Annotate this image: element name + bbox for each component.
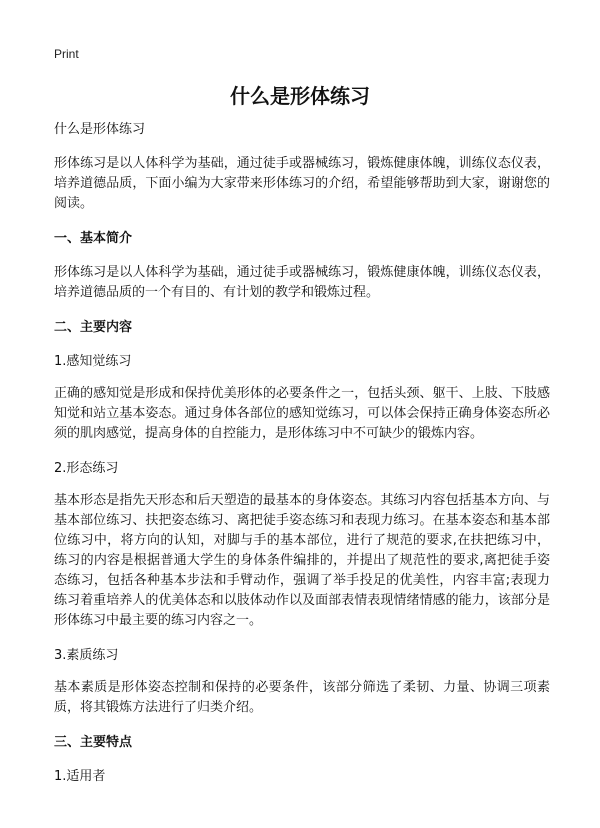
- document-subtitle: 什么是形体练习: [54, 122, 146, 137]
- paragraph-perception: 正确的感知觉是形成和保持优美形体的必要条件之一，包括头颈、躯干、上肢、下肢感知觉和站立基本姿态。通过身体各部位的感知觉练习，可以体会保持正确身体姿态所必须的肌肉感觉，提高身体的自控能力，是形体练习中不可缺少的锻炼内容。: [54, 386, 550, 441]
- intro-paragraph: 形体练习是以人体科学为基础，通过徒手或器械练习，锻炼健康体魄，训练仪态仪表，培养道德品质，下面小编为大家带来形体练习的介绍，希望能够帮助到大家，谢谢您的阅读。: [54, 156, 550, 211]
- page-title: 什么是形体练习: [230, 84, 370, 108]
- subheading-fitness: 3.素质练习: [54, 648, 119, 663]
- document-body: [54, 120, 550, 799]
- subheading-target-users: 1.适用者: [54, 769, 106, 784]
- section-heading-intro: 一、基本简介: [54, 231, 133, 246]
- subheading-form: 2.形态练习: [54, 461, 119, 476]
- section-intro-paragraph: 形体练习是以人体科学为基础，通过徒手或器械练习，锻炼健康体魄，训练仪态仪表，培养道德品质的一个有目的、有计划的教学和锻炼过程。: [54, 265, 550, 300]
- section-heading-content: 二、主要内容: [54, 320, 133, 335]
- paragraph-form: 基本形态是指先天形态和后天塑造的最基本的身体姿态。其练习内容包括基本方向、与基本部位练习、扶把姿态练习、离把徒手姿态练习和表现力练习。在基本姿态和基本部位练习中，将方向的认知，对脚与手的基本部位，进行了规范的要求,在扶把练习中，练习的内容是根据普通大学生的身体条件编排的，并提出了规范性的要求,离把徒手姿态练习，包括各种基本步法和手臂动作，强调了举手投足的优美性，内容丰富;表现力练习着重培养人的优美体态和以肢体动作以及面部表情表现情绪情感的能力，该部分是形体练习中最主要的练习内容之一。: [54, 493, 550, 628]
- print-label[interactable]: Print: [54, 47, 79, 61]
- section-heading-features: 三、主要特点: [54, 735, 133, 750]
- paragraph-fitness: 基本素质是形体姿态控制和保持的必要条件，该部分筛选了柔韧、力量、协调三项素质，将其锻炼方法进行了归类介绍。: [54, 680, 550, 715]
- subheading-perception: 1.感知觉练习: [54, 354, 132, 369]
